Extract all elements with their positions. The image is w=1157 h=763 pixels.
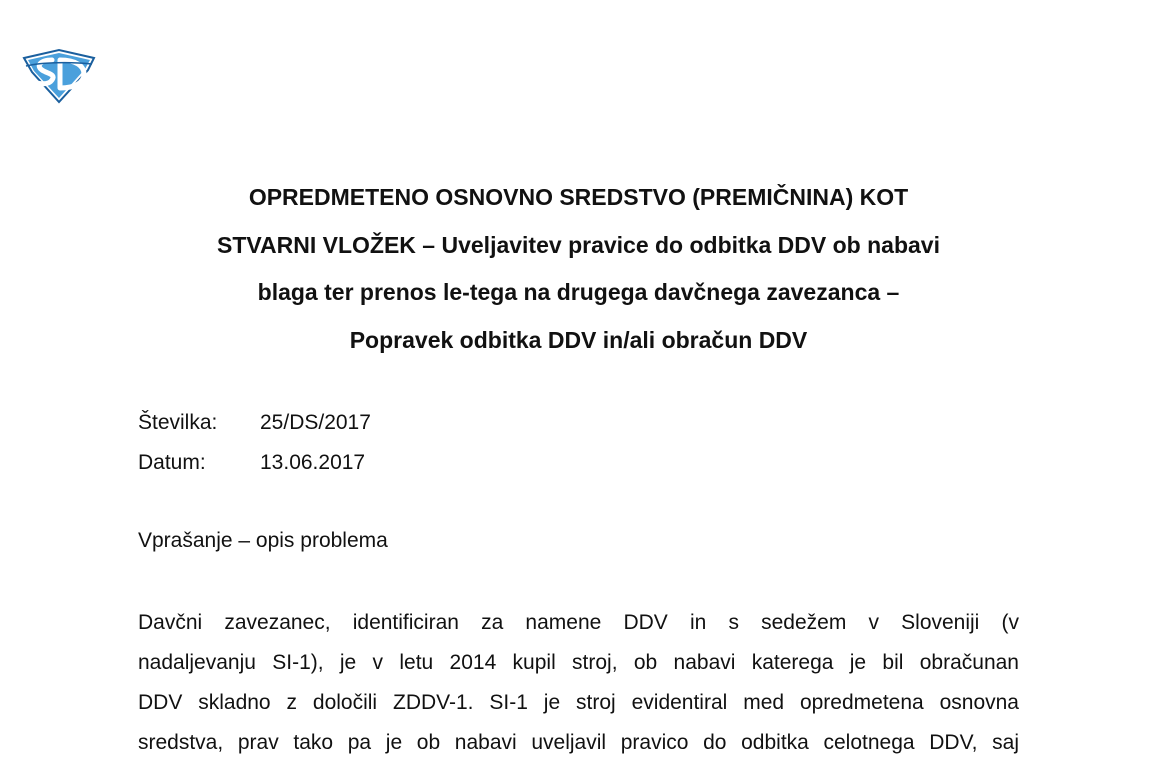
document-meta bbox=[138, 403, 371, 483]
section-heading: Vprašanje – opis problema bbox=[138, 529, 388, 552]
title-line: Popravek odbitka DDV in/ali obračun DDV bbox=[349, 326, 808, 353]
paragraph-line: nadaljevanju SI-1), je v letu 2014 kupil stroj, ob nabavi katerega je bil obračunan bbox=[138, 651, 1019, 674]
meta-row-number bbox=[138, 403, 371, 443]
meta-row-date bbox=[138, 443, 371, 483]
number-label: Številka: bbox=[138, 411, 218, 434]
title-line: OPREDMETENO OSNOVNO SREDSTVO (PREMIČNINA) KOT bbox=[248, 184, 909, 210]
document-title bbox=[0, 174, 1157, 364]
paragraph-line: Davčni zavezanec, identificiran za namene DDV in s sedežem v Sloveniji (v bbox=[138, 611, 1019, 634]
sd-shield-logo-icon bbox=[22, 48, 96, 104]
title-line: STVARNI VLOŽEK – Uveljavitev pravice do odbitka DDV ob nabavi bbox=[217, 231, 940, 258]
paragraph-line: sredstva, prav tako pa je ob nabavi uveljavil pravico do odbitka celotnega DDV, saj bbox=[138, 731, 1019, 754]
title-line: blaga ter prenos le-tega na drugega davčnega zavezanca – bbox=[257, 279, 900, 305]
number-value: 25/DS/2017 bbox=[260, 411, 371, 434]
body-paragraph bbox=[138, 603, 1019, 763]
date-value: 13.06.2017 bbox=[260, 451, 366, 474]
paragraph-line: DDV skladno z določili ZDDV-1. SI-1 je stroj evidentiral med opredmetena osnovna bbox=[138, 691, 1019, 714]
date-label: Datum: bbox=[138, 451, 206, 474]
